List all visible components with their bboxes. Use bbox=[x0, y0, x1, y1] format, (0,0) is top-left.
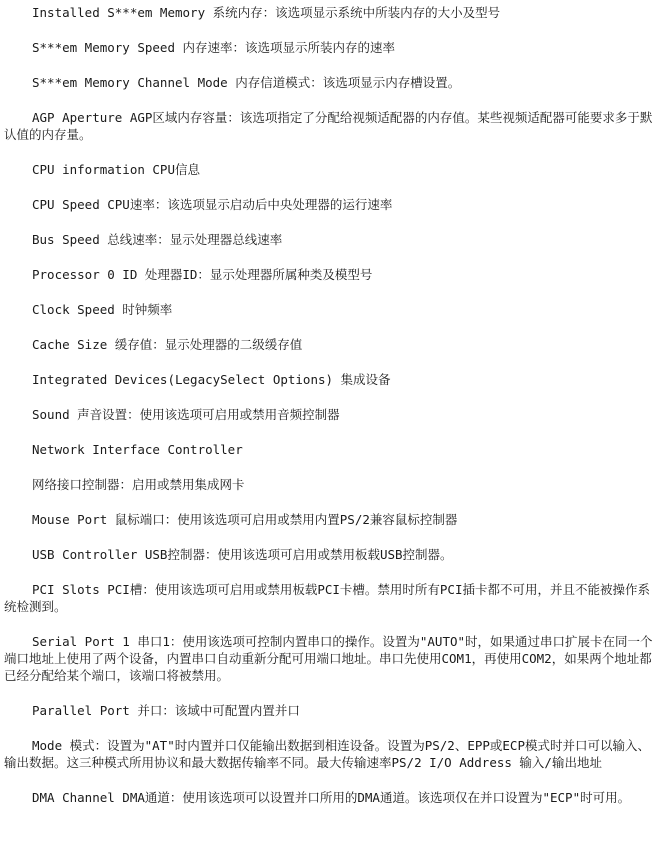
paragraph-clock-speed: Clock Speed 时钟频率 bbox=[32, 302, 173, 317]
paragraph-processor-id: Processor 0 ID 处理器ID：显示处理器所属种类及模型号 bbox=[32, 267, 373, 282]
paragraph-network-controller-desc: 网络接口控制器：启用或禁用集成网卡 bbox=[32, 477, 245, 492]
paragraph-serial-port: Serial Port 1 串口1：使用该选项可控制内置串口的操作。设置为"AUTO"时，如果通过串口扩展卡在同一个端口地址上使用了两个设备，内置串口自动重新分配可用端口地址。串口先使用COM1，再使用COM2，如果两个地址都已经分配给某个端口，该端口将被禁用。 bbox=[4, 634, 653, 683]
paragraph-installed-memory: Installed S***em Memory 系统内存：该选项显示系统中所装内存的大小及型号 bbox=[32, 5, 501, 20]
paragraph-mouse-port: Mouse Port 鼠标端口：使用该选项可启用或禁用内置PS/2兼容鼠标控制器 bbox=[32, 512, 458, 527]
paragraph-parallel-port: Parallel Port 并口：该域中可配置内置并口 bbox=[32, 703, 300, 718]
paragraph-agp-aperture: AGP Aperture AGP区域内存容量：该选项指定了分配给视频适配器的内存值。某些视频适配器可能要求多于默认值的内存量。 bbox=[4, 110, 653, 142]
paragraph-bus-speed: Bus Speed 总线速率：显示处理器总线速率 bbox=[32, 232, 283, 247]
paragraph-parallel-mode: Mode 模式：设置为"AT"时内置并口仅能输出数据到相连设备。设置为PS/2、EPP或ECP模式时并口可以输入、输出数据。这三种模式所用协议和最大数据传输率不同。最大传输速率PS/2 I/O Address 输入/输出地址 bbox=[4, 738, 650, 770]
paragraph-dma-channel: DMA Channel DMA通道：使用该选项可以设置并口所用的DMA通道。该选项仅在并口设置为"ECP"时可用。 bbox=[32, 790, 631, 805]
paragraph-sound: Sound 声音设置：使用该选项可启用或禁用音频控制器 bbox=[32, 407, 340, 422]
paragraph-cpu-information: CPU information CPU信息 bbox=[32, 162, 200, 177]
paragraph-integrated-devices: Integrated Devices(LegacySelect Options) 集成设备 bbox=[32, 372, 391, 387]
paragraph-cpu-speed: CPU Speed CPU速率：该选项显示启动后中央处理器的运行速率 bbox=[32, 197, 393, 212]
paragraph-cache-size: Cache Size 缓存值：显示处理器的二级缓存值 bbox=[32, 337, 303, 352]
paragraph-pci-slots: PCI Slots PCI槽：使用该选项可启用或禁用板载PCI卡槽。禁用时所有PCI插卡都不可用，并且不能被操作系统检测到。 bbox=[4, 582, 650, 614]
paragraph-usb-controller: USB Controller USB控制器：使用该选项可启用或禁用板载USB控制器。 bbox=[32, 547, 453, 562]
paragraph-memory-channel-mode: S***em Memory Channel Mode 内存信道模式：该选项显示内存槽设置。 bbox=[32, 75, 461, 90]
paragraph-network-interface-controller: Network Interface Controller bbox=[32, 442, 243, 457]
paragraph-memory-speed: S***em Memory Speed 内存速率：该选项显示所装内存的速率 bbox=[32, 40, 396, 55]
